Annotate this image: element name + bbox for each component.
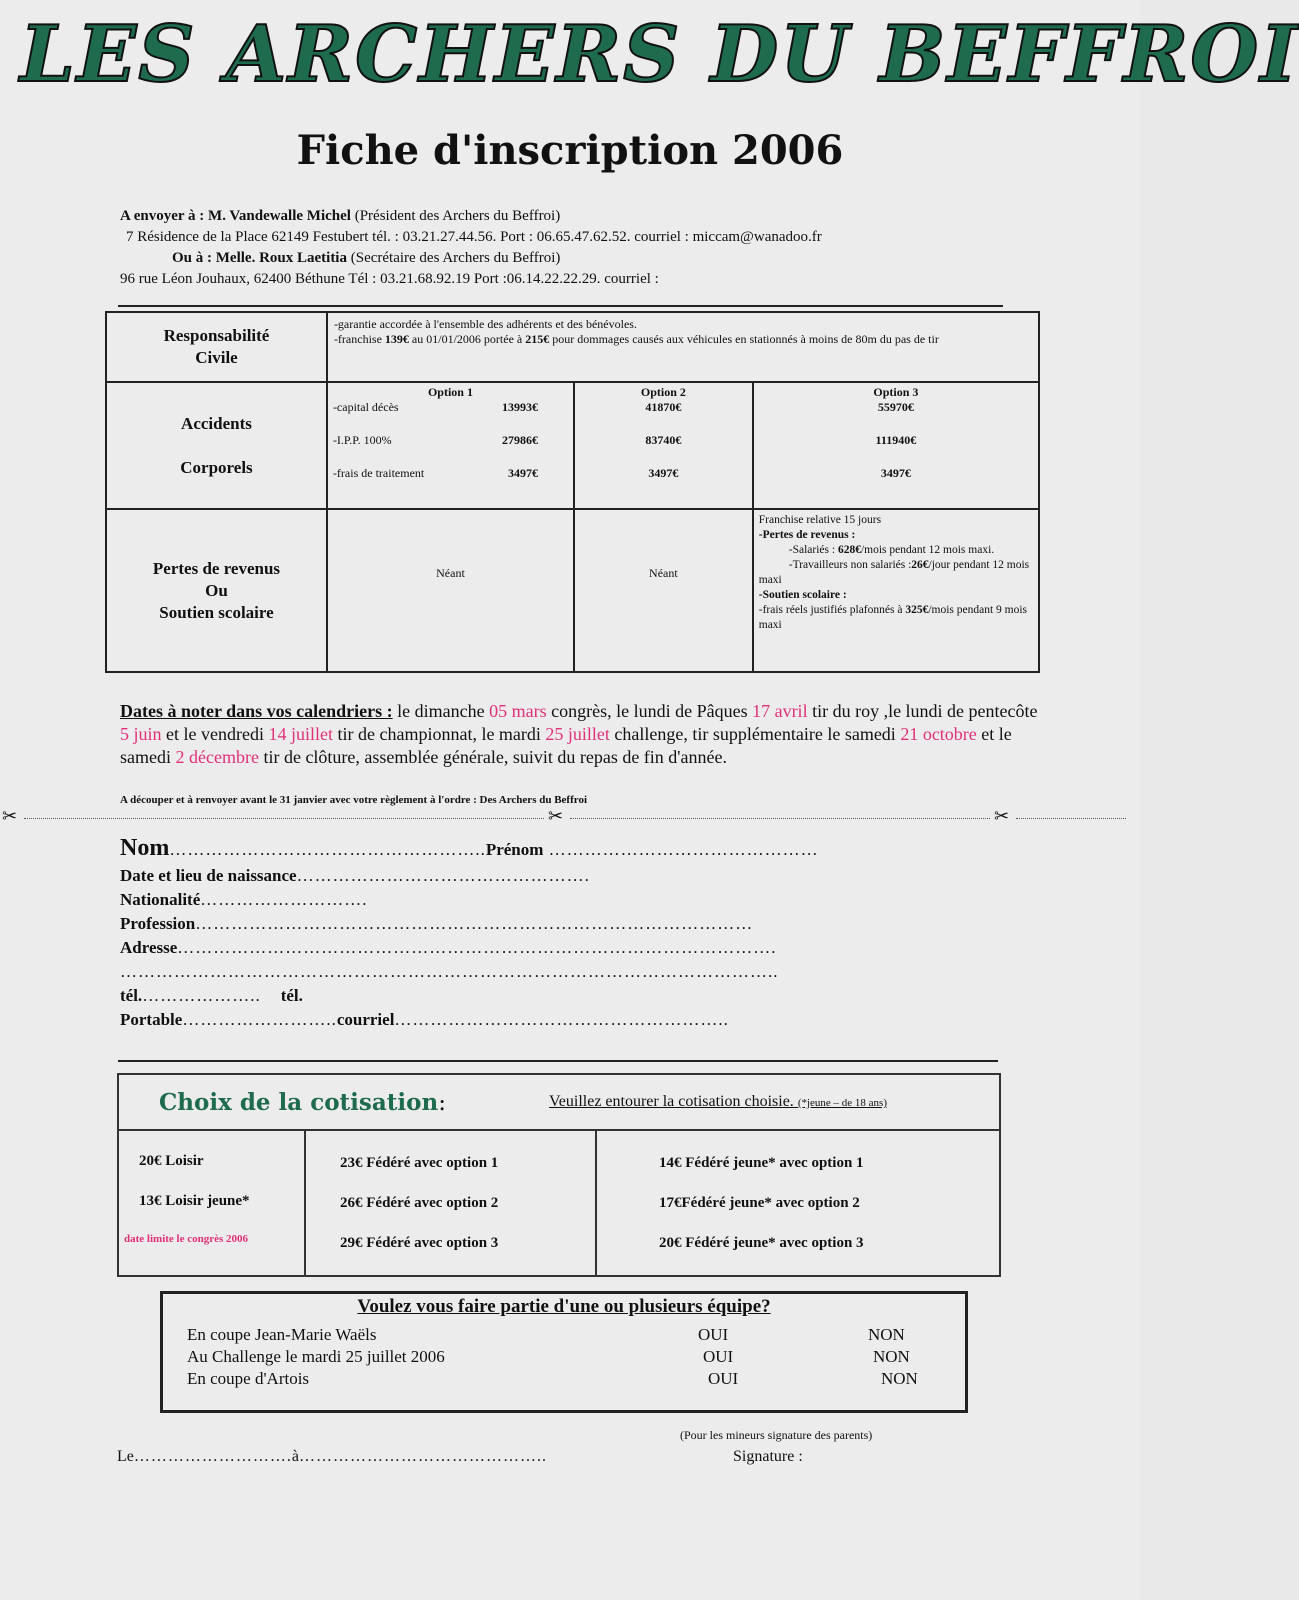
opt3-soutien-title: -Soutien scolaire :	[758, 589, 847, 602]
nationalite-label: Nationalité	[120, 890, 201, 909]
opt3-ipp: 111940€	[875, 433, 917, 448]
opt3-frais: 3497€	[880, 466, 911, 481]
portable-field[interactable]: ……………………..	[182, 1010, 337, 1029]
cotisation-col-loisir	[119, 1131, 306, 1275]
scissors-icon: ✂	[2, 806, 18, 826]
rc-franchise-new: 215€	[525, 332, 550, 346]
team-box	[160, 1291, 968, 1413]
courriel-field[interactable]: ………………………………………………..	[394, 1010, 729, 1029]
dates-paragraph	[120, 700, 1040, 769]
address-line-1	[120, 206, 1080, 227]
rc-label-1: Responsabilité	[163, 326, 270, 346]
nom-label: Nom	[120, 835, 170, 861]
nom-field[interactable]: ……………………………………………..	[169, 840, 486, 859]
opt3-tns-b: 26€	[911, 559, 929, 572]
nom-row[interactable]	[120, 836, 1000, 864]
profession-field[interactable]: …………………………………………………………………………………	[195, 914, 754, 933]
scissors-icon: ✂	[994, 806, 1010, 826]
rc-text-2	[334, 332, 1032, 347]
cotisation-option[interactable]: 20€ Loisir	[139, 1153, 204, 1169]
naissance-label: Date et lieu de naissance	[120, 866, 297, 885]
cotisation-title-colon: :	[438, 1090, 446, 1116]
opt3-salaries-a: -Salariés :	[788, 544, 838, 557]
cotisation-header	[119, 1075, 999, 1131]
opt3-tns	[759, 558, 1033, 588]
table-row	[106, 382, 1039, 509]
address-block	[120, 206, 1080, 290]
recipient-secretary-role: (Secrétaire des Archers du Beffroi)	[346, 250, 561, 266]
opt3-franchise: Franchise relative 15 jours	[758, 514, 882, 527]
date-highlight: 21 octobre	[900, 724, 977, 744]
nationalite-row[interactable]	[120, 888, 1000, 912]
dates-text: et le samedi	[120, 724, 1012, 767]
cotisation-option[interactable]: 14€ Fédéré jeune* avec option 1	[659, 1155, 864, 1171]
rc-franchise-old: 139€	[384, 332, 409, 346]
oui-option[interactable]: OUI	[698, 1325, 729, 1344]
dates-text: tir de clôture, assemblée générale, suivit du repas de fin d'année.	[258, 747, 728, 767]
rc-text-2a: -franchise	[333, 332, 385, 346]
cotisation-instruction	[549, 1093, 887, 1111]
recipient-president-role: (Président des Archers du Beffroi)	[350, 208, 561, 224]
rc-text-2c: au 01/01/2006 portée à	[408, 332, 526, 346]
option2-pertes: Néant	[574, 509, 753, 672]
cut-line	[0, 808, 1140, 826]
pertes-label-2: Ou	[205, 580, 228, 600]
option1-pertes: Néant	[327, 509, 574, 672]
option3-header: Option 3	[873, 385, 919, 400]
cut-dashes	[1016, 818, 1126, 819]
tel2-label: tél.	[280, 986, 303, 1005]
opt3-tns-c: /jour pendant 12 mois maxi	[758, 559, 1030, 587]
date-highlight: 05 mars	[489, 701, 547, 721]
address-line-2: 7 Résidence de la Place 62149 Festubert tél. : 03.21.27.44.56. Port : 06.65.47.62.52. courriel : miccam@wanadoo.fr	[126, 229, 822, 245]
cut-instruction: A découper et à renvoyer avant le 31 janvier avec votre règlement à l'ordre : Des Archers du Beffroi	[120, 794, 587, 806]
date-place-line[interactable]	[117, 1448, 547, 1466]
accidents-label-1: Accidents	[181, 413, 252, 433]
cotisation-title	[159, 1089, 446, 1116]
opt3-soutien-b: 325€	[905, 604, 929, 617]
profession-row[interactable]	[120, 912, 1000, 936]
date-highlight: 5 juin	[120, 724, 162, 744]
recipient-president: A envoyer à : M. Vandewalle Michel	[120, 208, 351, 224]
rc-label-2: Civile	[195, 348, 238, 368]
adresse-field-2[interactable]: ………………………………………………………………………………………………..	[120, 962, 779, 981]
dates-text: challenge, tir supplémentaire le samedi	[609, 724, 901, 744]
opt2-ipp: 83740€	[645, 433, 682, 448]
cut-dashes	[24, 818, 544, 819]
opt3-pertes-title: -Pertes de revenus :	[758, 529, 856, 542]
cotisation-option[interactable]: 29€ Fédéré avec option 3	[340, 1235, 499, 1251]
le-label: Le	[117, 1448, 134, 1465]
date-field[interactable]: ……………………….	[133, 1448, 292, 1465]
opt1-frais: 3497€	[507, 466, 538, 481]
section-rule	[118, 1060, 998, 1062]
oui-option[interactable]: OUI	[703, 1347, 734, 1366]
opt1-ipp: 27986€	[501, 433, 538, 448]
dates-text: tir du roy ,le lundi de pentecôte	[807, 701, 1038, 721]
date-highlight: 17 avril	[752, 701, 808, 721]
dates-text: tir de championnat, le mardi	[332, 724, 546, 744]
ipp-label: -I.P.P. 100%	[332, 433, 392, 448]
cotisation-option[interactable]: 23€ Fédéré avec option 1	[340, 1155, 499, 1171]
naissance-row[interactable]	[120, 864, 1000, 888]
nationalite-field[interactable]: ……………………….	[200, 890, 368, 909]
table-row	[106, 509, 1039, 672]
prenom-field[interactable]: ………………………………………	[543, 840, 819, 859]
dates-heading: Dates à noter dans vos calendriers :	[120, 701, 393, 721]
address-line-3	[120, 248, 1080, 269]
pertes-label	[106, 509, 327, 672]
opt3-salaries-c: /mois pendant 12 mois maxi.	[860, 544, 995, 557]
cotisation-option[interactable]: 20€ Fédéré jeune* avec option 3	[659, 1235, 864, 1251]
option1-header: Option 1	[427, 385, 473, 400]
cotisation-instruction-text: Veuillez entourer la cotisation choisie.	[549, 1093, 794, 1110]
cotisation-option[interactable]: 26€ Fédéré avec option 2	[340, 1195, 499, 1211]
opt3-soutien-c: /mois pendant 9 mois maxi	[758, 604, 1028, 632]
insurance-table	[105, 311, 1040, 673]
dates-text: le dimanche	[392, 701, 490, 721]
tel-label: tél.	[120, 986, 143, 1005]
opt3-tns-a: -Travailleurs non salariés :	[788, 559, 912, 572]
pertes-label-1: Pertes de revenus	[152, 558, 281, 578]
profession-label: Profession	[120, 914, 196, 933]
signature-label[interactable]: Signature :	[733, 1448, 803, 1465]
portable-label: Portable	[120, 1010, 183, 1029]
tel-row[interactable]	[120, 984, 1000, 1008]
dates-text: et le vendredi	[161, 724, 269, 744]
cut-dashes	[570, 818, 990, 819]
non-option[interactable]: NON	[873, 1347, 910, 1366]
option1-cell	[327, 382, 574, 509]
portable-row[interactable]	[120, 1008, 1000, 1032]
tel-field[interactable]: ………………..	[142, 986, 261, 1005]
rc-text	[327, 312, 1039, 382]
opt3-soutien	[759, 603, 1033, 633]
recipient-secretary: Ou à : Melle. Roux Laetitia	[172, 250, 347, 266]
cotisation-option[interactable]: 13€ Loisir jeune*	[139, 1193, 250, 1209]
top-rule	[118, 305, 1003, 307]
date-highlight: 2 décembre	[175, 747, 259, 767]
option3-pertes	[753, 509, 1039, 672]
accidents-label-2: Corporels	[180, 457, 253, 477]
prenom-label: Prénom	[485, 840, 544, 859]
non-option[interactable]: NON	[881, 1369, 918, 1388]
cotisation-option[interactable]: 17€Fédéré jeune* avec option 2	[659, 1195, 860, 1211]
scissors-icon: ✂	[548, 806, 564, 826]
cotisation-age-note: (*jeune – de 18 ans)	[797, 1097, 888, 1109]
address-line-4: 96 rue Léon Jouhaux, 62400 Béthune Tél : 03.21.68.92.19 Port :06.14.22.22.29. courriel :	[120, 271, 659, 287]
adresse-row[interactable]	[120, 936, 1000, 960]
team-row-label: En coupe Jean-Marie Waëls	[187, 1325, 377, 1344]
form-title: Fiche d'inscription 2006	[296, 127, 844, 174]
cotisation-title-text: Choix de la cotisation	[159, 1089, 439, 1116]
option2-header: Option 2	[640, 385, 686, 400]
option1-frais-row	[333, 466, 568, 481]
dates-text: congrès, le lundi de Pâques	[546, 701, 753, 721]
oui-option[interactable]: OUI	[708, 1369, 739, 1388]
rc-text-2e: pour dommages causés aux véhicules en stationnés à moins de 80m du pas de tir	[549, 332, 939, 346]
date-highlight: 25 juillet	[545, 724, 610, 744]
frais-label: -frais de traitement	[332, 466, 425, 481]
capital-label: -capital décès	[332, 400, 399, 415]
opt3-salaries-b: 628€	[837, 544, 861, 557]
option3-cell	[753, 382, 1039, 509]
cotisation-col-federe	[306, 1131, 597, 1275]
non-option[interactable]: NON	[868, 1325, 905, 1344]
option1-capital-row	[333, 400, 568, 415]
option1-ipp-row	[333, 433, 568, 448]
table-row	[106, 312, 1039, 382]
adresse-label: Adresse	[120, 938, 178, 957]
cotisation-deadline: date limite le congrès 2006	[124, 1233, 249, 1245]
team-question: Voulez vous faire partie d'une ou plusieurs équipe?	[357, 1296, 771, 1317]
personal-info-fields	[120, 836, 1000, 1032]
a-label: à	[291, 1448, 299, 1465]
opt3-salaries	[759, 543, 1033, 558]
rc-label	[106, 312, 327, 382]
date-highlight: 14 juillet	[268, 724, 333, 744]
courriel-label: courriel	[336, 1010, 395, 1029]
naissance-field[interactable]: ………………………………………….	[296, 866, 590, 885]
parents-signature-note: (Pour les mineurs signature des parents)	[680, 1428, 873, 1442]
opt3-capital: 55970€	[877, 400, 914, 415]
pertes-label-3: Soutien scolaire	[159, 602, 274, 622]
cotisation-box	[117, 1073, 1001, 1277]
team-row-label: Au Challenge le mardi 25 juillet 2006	[187, 1347, 445, 1366]
opt1-capital: 13993€	[501, 400, 538, 415]
cotisation-col-federe-jeune	[597, 1131, 999, 1275]
adresse-field[interactable]: ……………………………………………………………………………………….	[177, 938, 777, 957]
opt2-capital: 41870€	[645, 400, 682, 415]
option2-cell	[574, 382, 753, 509]
opt2-frais: 3497€	[648, 466, 679, 481]
adresse-row-2[interactable]	[120, 960, 1000, 984]
rc-text-1: -garantie accordée à l'ensemble des adhérents et des bénévoles.	[333, 317, 637, 331]
place-field[interactable]: ……………………………………..	[298, 1448, 547, 1465]
team-row-label: En coupe d'Artois	[187, 1369, 310, 1388]
opt3-soutien-a: -frais réels justifiés plafonnés à	[758, 604, 906, 617]
club-name-banner: LES ARCHERS DU BEFFROI	[20, 9, 1299, 100]
accidents-label	[106, 382, 327, 509]
